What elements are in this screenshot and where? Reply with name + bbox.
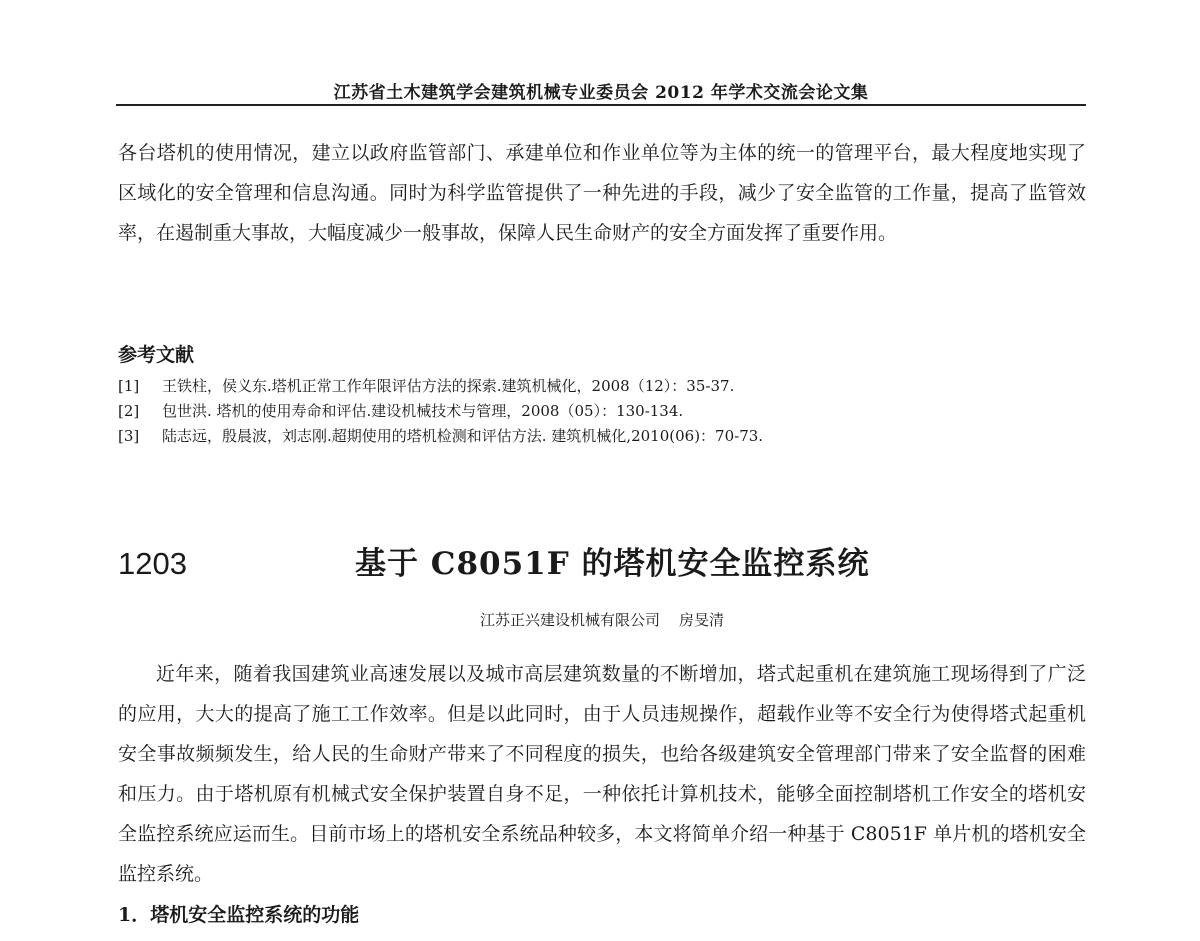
reference-item	[118, 374, 1086, 399]
reference-number: [3]	[118, 427, 140, 445]
paper-number: 1203	[118, 546, 187, 581]
section-heading: 1．塔机安全监控系统的功能	[118, 904, 360, 926]
reference-list	[118, 374, 1086, 449]
reference-text: 包世洪. 塔机的使用寿命和评估.建设机械技术与管理，2008（05）：130-134.	[162, 402, 684, 420]
references-heading: 参考文献	[118, 344, 195, 366]
reference-item	[118, 399, 1086, 424]
reference-number: [1]	[118, 377, 140, 395]
continued-paragraph: 各台塔机的使用情况，建立以政府监管部门、承建单位和作业单位等为主体的统一的管理平台，最大程度地实现了区域化的安全管理和信息沟通。同时为科学监管提供了一种先进的手段，减少了安全监管的工作量，提高了监管效率，在遏制重大事故，大幅度减少一般事故，保障人民生命财产的安全方面发挥了重要作用。	[118, 142, 1086, 244]
intro-paragraph: 近年来，随着我国建筑业高速发展以及城市高层建筑数量的不断增加，塔式起重机在建筑施工现场得到了广泛的应用，大大的提高了施工工作效率。但是以此同时，由于人员违规操作，超载作业等不安全行为使得塔式起重机安全事故频频发生，给人民的生命财产带来了不同程度的损失，也给各级建筑安全管理部门带来了安全监督的困难和压力。由于塔机原有机械式安全保护装置自身不足，一种依托计算机技术，能够全面控制塔机工作安全的塔机安全监控系统应运而生。目前市场上的塔机安全系统品种较多，本文将简单介绍一种基于 C8051F 单片机的塔机安全监控系统。	[118, 663, 1086, 885]
paper-title: 基于 C8051F 的塔机安全监控系统	[355, 546, 870, 582]
reference-number: [2]	[118, 402, 140, 420]
paper-byline: 江苏正兴建设机械有限公司 房旻清	[479, 611, 725, 629]
reference-item	[118, 424, 1086, 449]
reference-text: 陆志远，殷晨波，刘志刚.超期使用的塔机检测和评估方法. 建筑机械化,2010(06)：70-73.	[162, 427, 764, 445]
reference-text: 王铁柱，侯义东.塔机正常工作年限评估方法的探索.建筑机械化，2008（12）：35-37.	[162, 377, 735, 395]
running-header: 江苏省土木建筑学会建筑机械专业委员会 2012 年学术交流会论文集	[333, 83, 869, 103]
header-rule	[116, 104, 1086, 106]
